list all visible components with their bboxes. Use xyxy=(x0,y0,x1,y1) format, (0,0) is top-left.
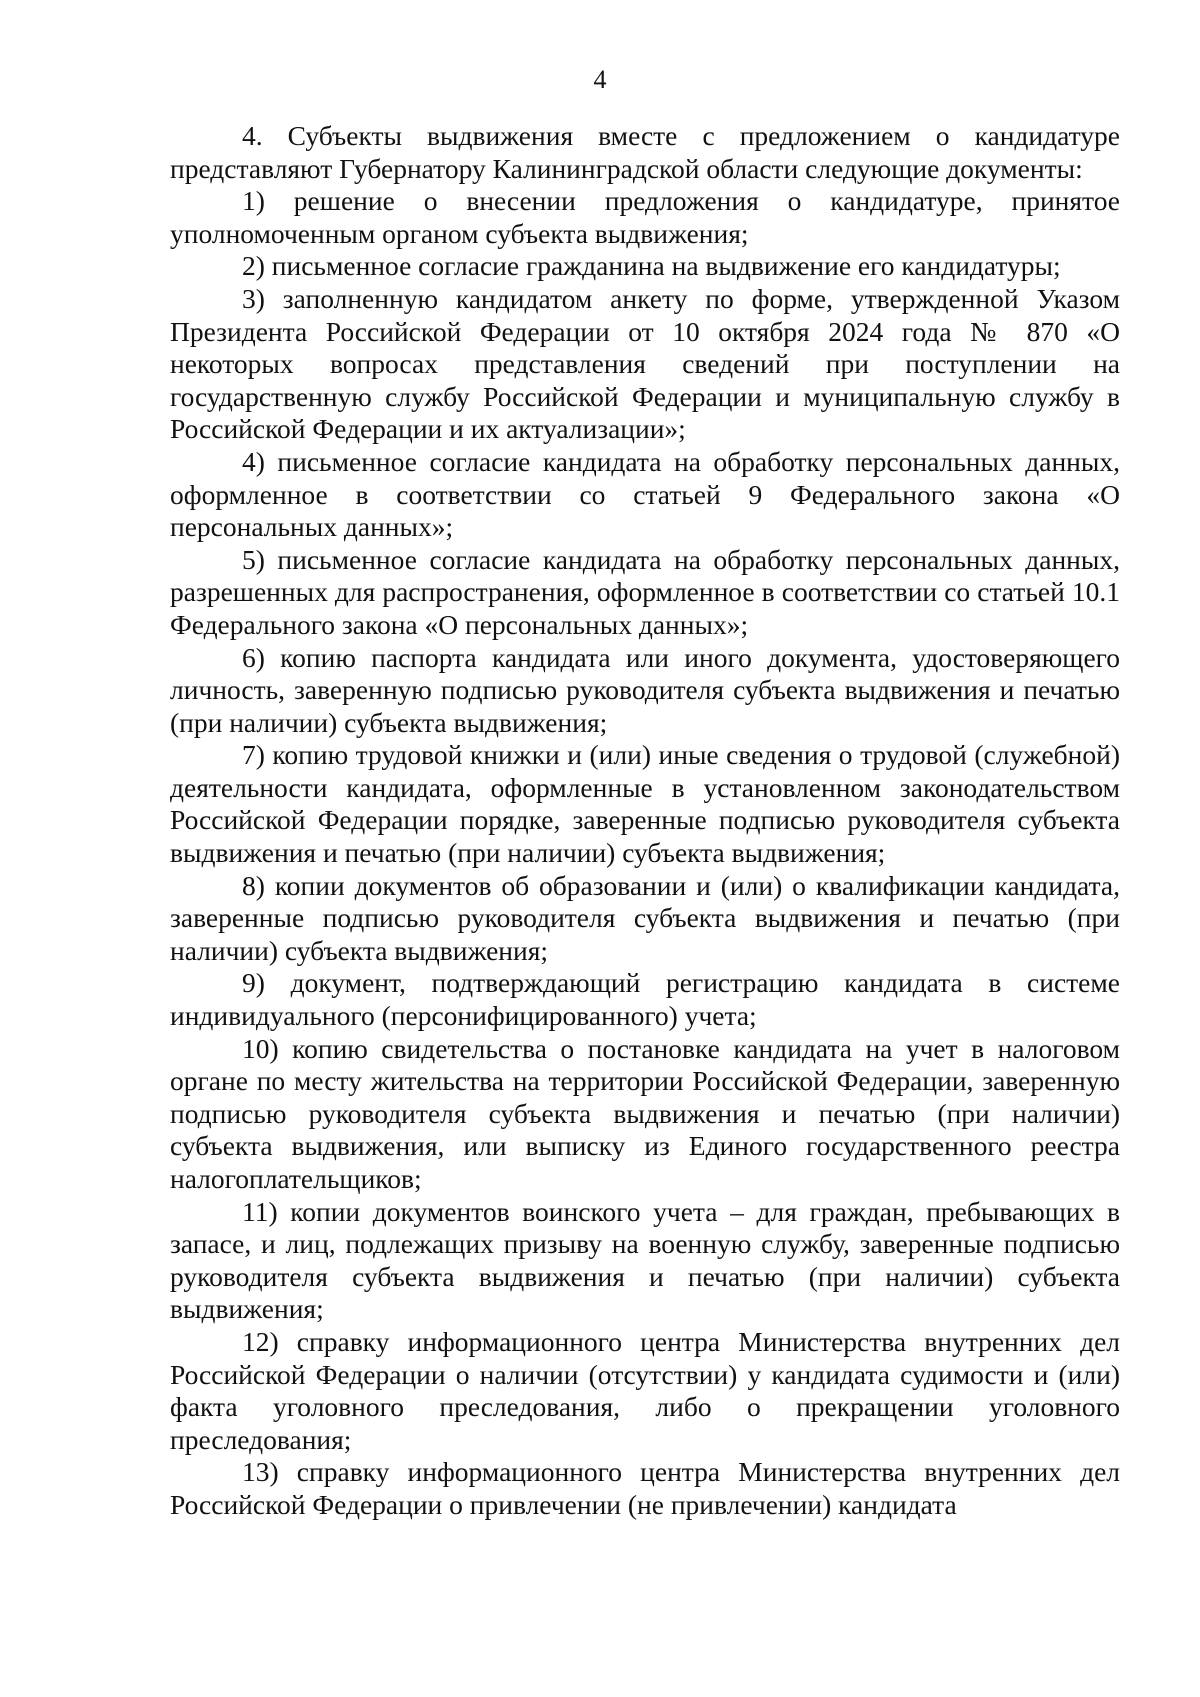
list-item-10: 10) копию свидетельства о постановке кандидата на учет в налоговом органе по месту жительства на территории Российской Федерации, заверенную подписью руководителя субъекта выдвижения и печатью (при наличии) субъекта выдвижения, или выписку из Единого государственного реестра налогоплательщиков; xyxy=(170,1032,1120,1194)
list-item-1: 1) решение о внесении предложения о кандидатуре, принятое уполномоченным органом субъекта выдвижения; xyxy=(170,185,1120,249)
list-item-6: 6) копию паспорта кандидата или иного документа, удостоверяющего личность, заверенную подписью руководителя субъекта выдвижения и печатью (при наличии) субъекта выдвижения; xyxy=(170,641,1120,738)
list-item-11: 11) копии документов воинского учета – для граждан, пребывающих в запасе, и лиц, подлежащих призыву на военную службу, заверенные подписью руководителя субъекта выдвижения и печатью (при наличии) субъекта выдвижения; xyxy=(170,1195,1120,1325)
document-body xyxy=(170,120,1120,1522)
list-item-7: 7) копию трудовой книжки и (или) иные сведения о трудовой (служебной) деятельности кандидата, оформленные в установленном законодательством Российской Федерации порядке, заверенные подписью руководителя субъекта выдвижения и печатью (при наличии) субъекта выдвижения; xyxy=(170,739,1120,869)
list-item-2: 2) письменное согласие гражданина на выдвижение его кандидатуры; xyxy=(242,250,1061,282)
list-item-8: 8) копии документов об образовании и (или) о квалификации кандидата, заверенные подписью руководителя субъекта выдвижения и печатью (при наличии) субъекта выдвижения; xyxy=(170,869,1120,966)
list-item-9: 9) документ, подтверждающий регистрацию кандидата в системе индивидуального (персонифицированного) учета; xyxy=(170,967,1120,1032)
paragraph-intro: 4. Субъекты выдвижения вместе с предложением о кандидатуре представляют Губернатору Калининградской области следующие документы: xyxy=(170,120,1120,184)
list-item-12: 12) справку информационного центра Министерства внутренних дел Российской Федерации о наличии (отсутствии) у кандидата судимости и (или) факта уголовного преследования, либо о прекращении уголовного преследования; xyxy=(170,1325,1120,1455)
list-item-5: 5) письменное согласие кандидата на обработку персональных данных, разрешенных для распространения, оформленное в соответствии со статьей 10.1 Федерального закона «О персональных данных»; xyxy=(170,543,1120,640)
list-item-3: 3) заполненную кандидатом анкету по форме, утвержденной Указом Президента Российской Федерации от 10 октября 2024 года № 870 «О некоторых вопросах представления сведений при поступлении на государственную службу Российской Федерации и муниципальную службу в Российской Федерации и их актуализации»; xyxy=(170,282,1120,445)
page-number: 4 xyxy=(593,65,607,94)
list-item-4: 4) письменное согласие кандидата на обработку персональных данных, оформленное в соответствии со статьей 9 Федерального закона «О персональных данных»; xyxy=(170,445,1120,543)
list-item-13: 13) справку информационного центра Министерства внутренних дел Российской Федерации о привлечении (не привлечении) кандидата xyxy=(170,1456,1120,1520)
